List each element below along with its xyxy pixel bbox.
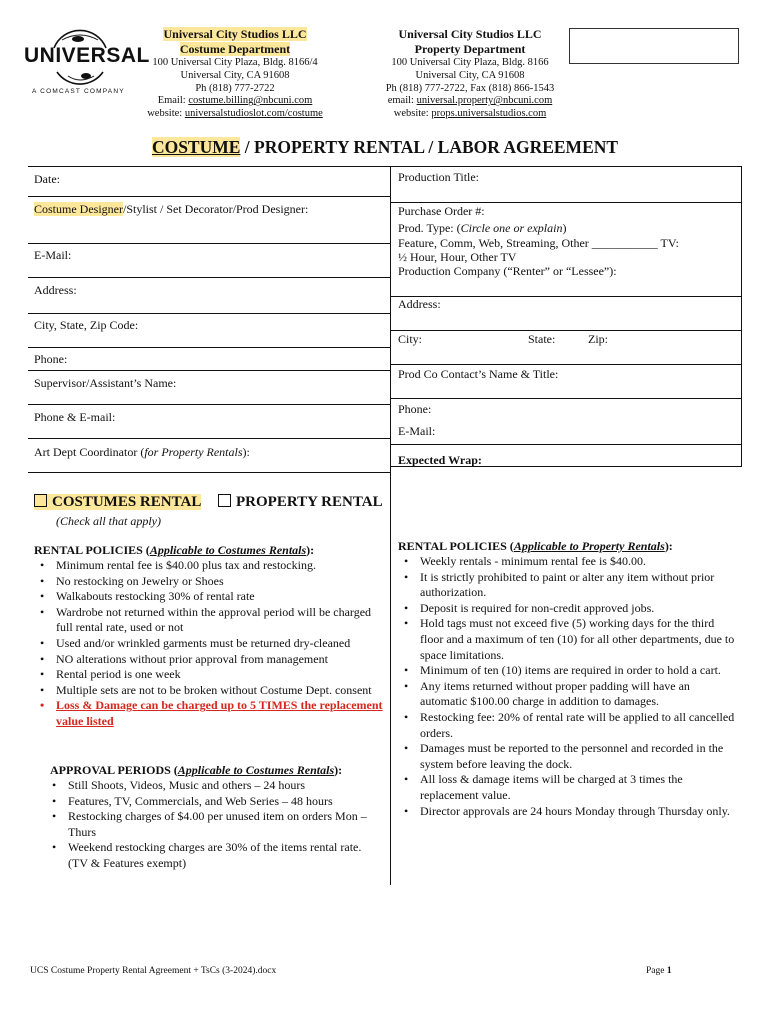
row-line: [391, 296, 742, 297]
production-company-field[interactable]: Production Company (“Renter” or “Lessee”):: [398, 264, 617, 278]
page-label: Page: [646, 966, 667, 976]
list-item: • Walkabouts restocking 30% of rental rate: [34, 589, 384, 605]
row-line: [391, 398, 742, 399]
property-website-link[interactable]: props.universalstudios.com: [431, 108, 547, 120]
footer-filename: UCS Costume Property Rental Agreement + TsCs (3-2024).docx: [30, 966, 277, 976]
row-line: [28, 277, 390, 278]
row-line: [391, 444, 742, 445]
company-city-field[interactable]: City:: [398, 332, 423, 346]
art-dept-label: Art Dept Coordinator (: [34, 445, 145, 459]
costumes-checkbox[interactable]: [34, 494, 47, 507]
costume-company: Universal City Studios LLC: [163, 27, 307, 41]
prod-type-options-1: Feature, Comm, Web, Streaming, Other ___________ TV:: [398, 236, 679, 250]
prod-type-label: Prod. Type: (: [398, 221, 461, 235]
property-dept-header: [376, 27, 564, 121]
costume-policies-list: [34, 558, 384, 730]
list-item: • Rental period is one week: [34, 667, 384, 683]
list-item: • Multiple sets are not to be broken without Costume Dept. consent: [34, 683, 384, 699]
title-rest: / PROPERTY RENTAL / LABOR AGREEMENT: [240, 137, 619, 157]
list-item: • Wardrobe not returned within the approval period will be charged full rental rate, used or not: [34, 605, 384, 636]
list-item: • Damages must be reported to the personnel and recorded in the system before leaving the dock.: [398, 741, 740, 772]
row-line: [391, 364, 742, 365]
company-address-field[interactable]: Address:: [398, 297, 441, 311]
costume-email-label: Email:: [157, 95, 189, 107]
list-item: • Minimum of ten (10) items are required in order to hold a cart.: [398, 663, 740, 679]
list-item: • Minimum rental fee is $40.00 plus tax and restocking.: [34, 558, 384, 574]
list-item: • Used and/or wrinkled garments must be returned dry-cleaned: [34, 636, 384, 652]
company-zip-field[interactable]: Zip:: [588, 332, 608, 346]
check-all-note: (Check all that apply): [56, 514, 161, 528]
list-item: • Still Shoots, Videos, Music and others – 24 hours: [46, 778, 368, 794]
property-email-label: email:: [387, 95, 417, 107]
list-item: • All loss & damage items will be charged at 3 times the replacement value.: [398, 772, 740, 803]
list-item: • Hold tags must not exceed five (5) working days for the third floor and a maximum of ten (10) for all other departments, due to space limitations.: [398, 616, 740, 663]
production-title-field[interactable]: Production Title:: [398, 170, 480, 184]
page-title: [0, 137, 770, 158]
approval-periods-list: [46, 778, 368, 872]
approval-heading-text: APPROVAL PERIODS (: [50, 763, 178, 777]
art-dept-end: ):: [242, 445, 250, 459]
title-costume: COSTUME: [151, 137, 241, 157]
row-line: [28, 243, 390, 244]
row-line: [28, 472, 390, 473]
property-policies-heading-text: RENTAL POLICIES (: [398, 539, 514, 553]
property-website-label: website:: [393, 108, 432, 120]
list-item: • Restocking fee: 20% of rental rate will be applied to all cancelled orders.: [398, 710, 740, 741]
costume-policies-heading: [34, 543, 314, 558]
property-policies-heading-italic: Applicable to Property Rentals: [513, 539, 665, 553]
art-dept-note: for Property Rentals: [144, 445, 243, 459]
prod-type-end: ): [562, 221, 567, 235]
property-policies-list: [398, 554, 740, 819]
email-field[interactable]: E-Mail:: [34, 248, 72, 262]
property-address2: Universal City, CA 91608: [415, 69, 525, 81]
logo-tagline: A COMCAST COMPANY: [32, 88, 125, 95]
designer-field[interactable]: [34, 202, 308, 216]
page-number: 1: [666, 966, 672, 976]
loss-damage-warning: • Loss & Damage can be charged up to 5 TIMES the replacement value listed: [34, 698, 384, 729]
list-item: • Any items returned without proper padding will have an automatic $100.00 charge in addition to damages.: [398, 679, 740, 710]
purchase-order-field[interactable]: Purchase Order #:: [398, 204, 485, 218]
row-line: [28, 370, 390, 371]
office-use-box[interactable]: [569, 28, 739, 64]
company-state-field[interactable]: State:: [528, 332, 556, 346]
property-rental-label: PROPERTY RENTAL: [236, 494, 383, 510]
list-item: • Features, TV, Commercials, and Web Series – 48 hours: [46, 794, 368, 810]
footer-page: [646, 966, 672, 976]
supervisor-field[interactable]: Supervisor/Assistant’s Name:: [34, 376, 177, 390]
form-center-divider: [390, 166, 391, 885]
costume-address1: 100 Universal City Plaza, Bldg. 8166/4: [152, 57, 318, 68]
list-item: • Weekend restocking charges are 30% of the items rental rate. (TV & Features exempt): [46, 840, 368, 871]
list-item: • No restocking on Jewelry or Shoes: [34, 574, 384, 590]
rental-type-checkboxes: [34, 494, 383, 511]
property-address1: 100 Universal City Plaza, Bldg. 8166: [391, 57, 549, 68]
row-line: [28, 438, 390, 439]
costume-email-link[interactable]: costume.billing@nbcuni.com: [188, 95, 313, 107]
date-field[interactable]: Date:: [34, 172, 60, 186]
costume-dept-header: [140, 27, 330, 121]
art-dept-field[interactable]: [34, 445, 250, 459]
approval-periods-heading: [50, 763, 342, 778]
property-policies-heading-end: ):: [664, 539, 673, 553]
expected-wrap-field[interactable]: Expected Wrap:: [398, 453, 482, 467]
prod-type-options-2: ½ Hour, Hour, Other TV: [398, 250, 517, 264]
property-department: Property Department: [414, 42, 526, 56]
row-line: [28, 404, 390, 405]
logo-wordmark: UNIVERSAL: [24, 44, 150, 67]
row-line: [28, 347, 390, 348]
costume-website-link[interactable]: universalstudioslot.com/costume: [184, 108, 323, 120]
designer-rest: /Stylist / Set Decorator/Prod Designer:: [123, 202, 309, 216]
costumes-rental-option[interactable]: [34, 494, 201, 510]
list-item: • Deposit is required for non-credit approved jobs.: [398, 601, 740, 617]
costume-website-label: website:: [147, 108, 185, 120]
property-phone: Ph (818) 777-2722, Fax (818) 866-1543: [385, 82, 555, 94]
property-company: Universal City Studios LLC: [398, 27, 542, 41]
phone-field[interactable]: Phone:: [34, 352, 68, 366]
row-line: [28, 313, 390, 314]
costume-department: Costume Department: [179, 42, 291, 56]
property-email-link[interactable]: universal.property@nbcuni.com: [416, 95, 553, 107]
list-item: • Weekly rentals - minimum rental fee is $40.00.: [398, 554, 740, 570]
list-item: • Restocking charges of $4.00 per unused item on orders Mon – Thurs: [46, 809, 368, 840]
form-top-border: [28, 166, 741, 167]
costume-address2: Universal City, CA 91608: [180, 69, 290, 81]
property-rental-option[interactable]: [218, 494, 383, 510]
universal-logo: [24, 26, 150, 100]
prod-email-field[interactable]: E-Mail:: [398, 424, 436, 438]
prod-type-field[interactable]: [398, 221, 566, 235]
approval-heading-end: ):: [334, 763, 343, 777]
city-state-zip-field[interactable]: City, State, Zip Code:: [34, 318, 139, 332]
row-line: [28, 196, 390, 197]
form-right-border: [741, 166, 742, 466]
row-line: [391, 202, 742, 203]
costumes-rental-label: COSTUMES RENTAL: [52, 494, 201, 510]
address-field[interactable]: Address:: [34, 283, 77, 297]
prod-contact-field[interactable]: Prod Co Contact’s Name & Title:: [398, 367, 559, 381]
list-item: • NO alterations without prior approval from management: [34, 652, 384, 668]
costume-policies-heading-text: RENTAL POLICIES (: [34, 543, 150, 557]
list-item: • Director approvals are 24 hours Monday through Thursday only.: [398, 804, 740, 820]
phone-email-field[interactable]: Phone & E-mail:: [34, 410, 116, 424]
property-checkbox[interactable]: [218, 494, 231, 507]
costume-policies-heading-italic: Applicable to Costumes Rentals: [149, 543, 307, 557]
costume-phone: Ph (818) 777-2722: [195, 82, 275, 94]
costume-policies-heading-end: ):: [306, 543, 315, 557]
prod-phone-field[interactable]: Phone:: [398, 402, 432, 416]
list-item: • It is strictly prohibited to paint or alter any item without prior authorization.: [398, 570, 740, 601]
prod-type-note: Circle one or explain: [460, 221, 563, 235]
row-line: [391, 330, 742, 331]
property-policies-heading: [398, 539, 673, 554]
approval-heading-italic: Applicable to Costumes Rentals: [177, 763, 335, 777]
designer-highlight: Costume Designer: [34, 202, 123, 216]
